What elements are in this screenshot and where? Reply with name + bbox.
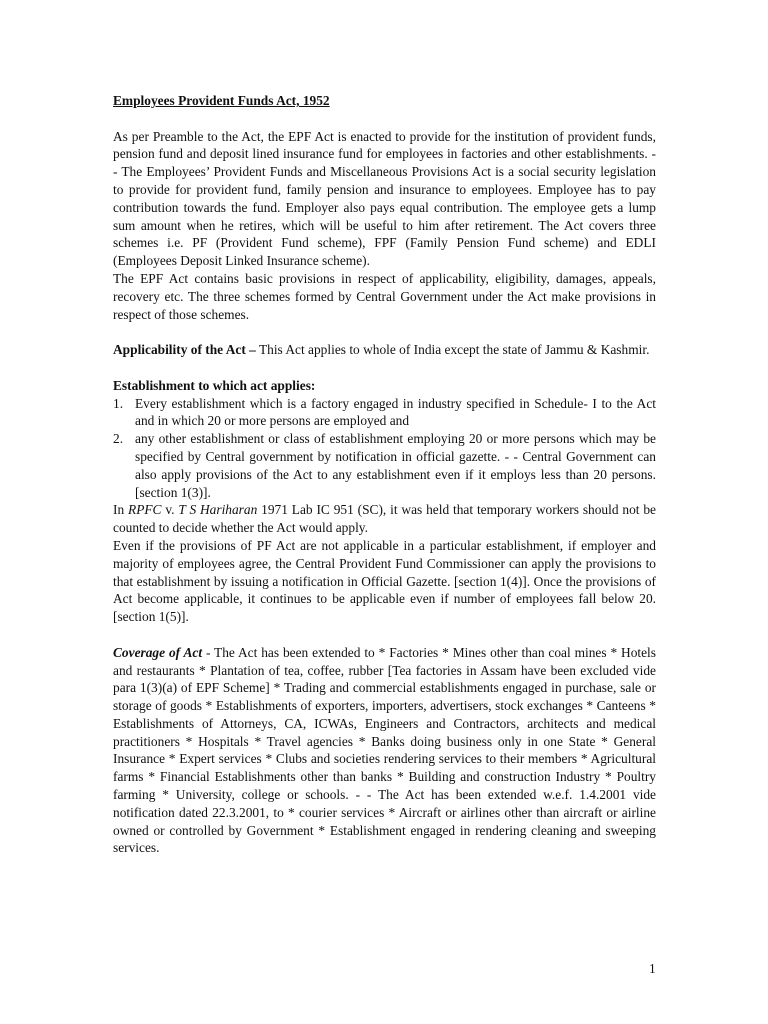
list-item-text: any other establishment or class of establishment employing 20 or more persons which may be specified by Central government by notification in official gazette. - - Central Government can also apply provisions of the Act to any establishment even if it employs less than 20 persons. [section 1(3)]. (135, 431, 656, 500)
preamble-paragraph: As per Preamble to the Act, the EPF Act is enacted to provide for the institution of provident funds, pension fund and deposit lined insurance fund for employees in factories and other establishments. - - The Employees’ Provident Funds and Miscellaneous Provisions Act is a social security legislation to provide for provident fund, family pension and insurance to employees. Employee has to pay contribution towards the fund. Employer also pays equal contribution. The employee gets a lump sum amount when he retires, which will be useful to him after retirement. The Act covers three schemes i.e. PF (Provident Fund scheme), FPF (Family Pension Fund scheme) and EDLI (Employees Deposit Linked Insurance scheme). (113, 128, 656, 269)
case-prefix: In (113, 502, 129, 518)
case-party-2: T S Hariharan (178, 502, 258, 518)
even-if-paragraph: Even if the provisions of PF Act are not applicable in a particular establishment, if employer and majority of employees agree, the Central Provident Fund Commissioner can apply the provisions to that establishment by issuing a notification in Official Gazette. [section 1(4)]. Once the provisions of Act become applicable, it continues to be applicable even if number of employees fall below 20. [section 1(5)]. (113, 537, 656, 625)
list-item-number: 2. (113, 431, 124, 447)
page-number: 1 (649, 961, 656, 976)
document-title: Employees Provident Funds Act, 1952 (113, 93, 330, 108)
provisions-paragraph: The EPF Act contains basic provisions in respect of applicability, eligibility, damages, appeals, recovery etc. The three schemes formed by Central Government under the Act make provisions in respect of those schemes. (113, 270, 656, 322)
coverage-heading: Coverage of Act (113, 644, 203, 660)
case-rest: 1971 Lab IC 951 (SC), it was held that temporary workers should not be counted to decide whether the Act would apply. (113, 502, 656, 536)
document-body (113, 92, 656, 857)
establishment-list (113, 395, 656, 502)
coverage-paragraph (113, 644, 656, 858)
applicability-text: This Act applies to whole of India except the state of Jammu & Kashmir. (255, 342, 650, 358)
list-item-number: 1. (113, 395, 124, 411)
applicability-paragraph (113, 341, 656, 359)
list-item (113, 395, 656, 431)
applicability-heading: Applicability of the Act – (113, 342, 256, 358)
case-party-1: RPFC (128, 502, 162, 518)
coverage-text: - The Act has been extended to * Factories * Mines other than coal mines * Hotels and restaurants * Plantation of tea, coffee, rubber [Tea factories in Assam have been excluded vide para 1(3)(a) of EPF Scheme] * Trading and commercial establishments engaged in purchase, sale or storage of goods * Establishments of exporters, importers, advertisers, stock exchanges * Canteens * Establishments of Attorneys, CA, ICWAs, Engineers and Contractors, architects and medical practitioners * Hospitals * Travel agencies * Banks doing business only in one State * General Insurance * Expert services * Clubs and societies rendering services to their members * Agricultural farms * Financial Establishments other than banks * Building and construction Industry * Poultry farming * University, college or schools. - - The Act has been extended w.e.f. 1.4.2001 vide notification dated 22.3.2001, to * courier services * Aircraft or airlines other than aircraft or airline owned or controlled by Government * Establishment engaged in rendering cleaning and sweeping services. (113, 644, 656, 856)
list-item (113, 430, 656, 501)
list-item-text: Every establishment which is a factory engaged in industry specified in Schedule- I to the Act and in which 20 or more persons are employed and (135, 395, 656, 429)
establishment-heading: Establishment to which act applies: (113, 377, 316, 393)
case-versus: v. (161, 502, 179, 518)
case-law-paragraph (113, 501, 656, 537)
